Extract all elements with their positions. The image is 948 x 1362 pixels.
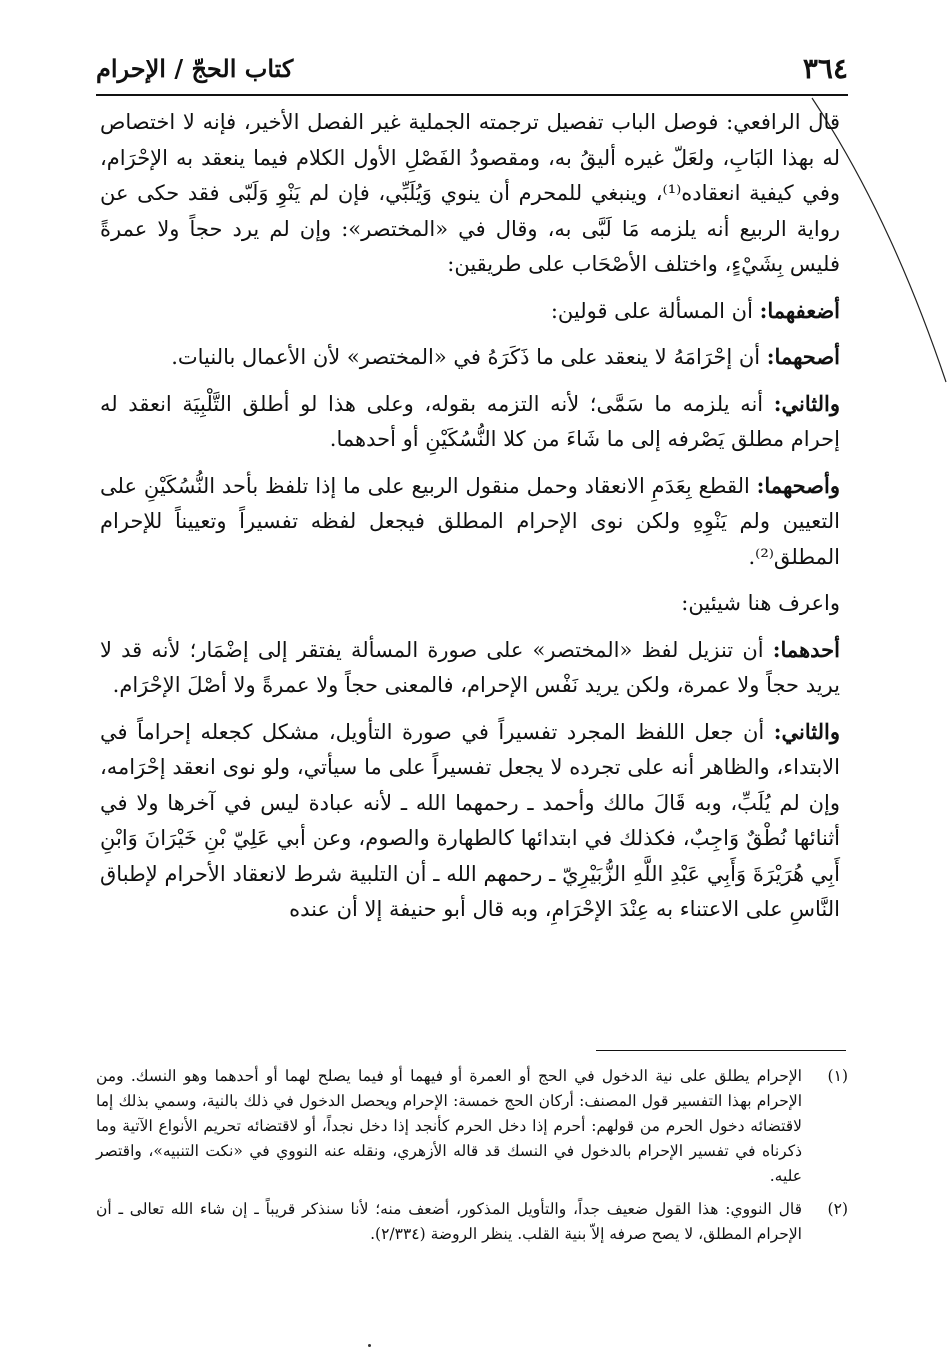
footnote-rule: [596, 1050, 846, 1051]
paragraph: أصحهما: أن إحْرَامَهُ لا ينعقد على ما ذَكَرَهُ في «المختصر» لأن الأعمال بالنيات.: [171, 344, 840, 369]
paragraph: واعرف هنا شيئين:: [681, 591, 840, 615]
scan-dot: [368, 1344, 371, 1347]
paragraph: وأصحهما: القطع بِعَدَمِ الانعقاد وحمل منقول الربيع على ما إذا تلفظ بأحد النُّسُكَيْنِ على التعيين ولم يَنْوِهِ ولكن نوى الإحرام المطلق فيجعل لفظه تفسيراً وتعييناً للإحرام المطلق⁽²⁾.: [100, 472, 840, 569]
paragraph: أحدهما: أن تنزيل لفظ «المختصر» على صورة المسألة يفتقر إلى إضْمَار؛ لأنه قد لا يريد حجاً ولا عمرة، ولكن يريد نَفْس الإحرام، فالمعنى حجاً ولا عمرةً ولا أصْلَ الإحْرَام.: [100, 636, 840, 697]
footnotes: [96, 1064, 848, 1255]
main-text: [100, 104, 840, 938]
footnote-number: (٢): [827, 1200, 848, 1218]
footnote: [96, 1064, 848, 1189]
page-number: ٣٦٤: [802, 52, 848, 85]
paragraph: أضعفهما: أن المسألة على قولين:: [550, 297, 840, 323]
footnote: [96, 1197, 848, 1247]
page-header: [96, 50, 848, 90]
paragraph: والثاني: أنه يلزمه ما سَمَّى؛ لأنه التزمه بقوله، وعلى هذا لو أطلق التَّلْبِيَة انعقد له إحرام مطلق يَصْرفه إلى ما شَاءَ من كلا النُّسُكَيْنِ أو أحدهما.: [100, 390, 840, 451]
footnote-number: (١): [827, 1067, 848, 1085]
running-title: كتاب الحجّ / الإحرام: [96, 54, 294, 83]
footnote-text: قال النووي: هذا القول ضعيف جداً، والتأويل المذكور، أضعف منه؛ لأنا سنذكر قريباً ـ إن شاء الله تعالى ـ أن الإحرام المطلق، لا يصح صرفه إلاّ بنية القلب. ينظر الروضة (٢/٣٣٤).: [96, 1200, 802, 1243]
paragraph: قال الرافعي: فوصل الباب تفصيل ترجمته الجملية غير الفصل الأخير، فإنه لا اختصاص له بهذا البَابِ، ولعَلّ غيره أليقُ به، ومقصودُ الفَصْلِ الأول الكلام فيما ينعقد به الإحْرَام، وفي كيفية انعقاده⁽¹⁾، وينبغي للمحرم أن ينوي وَيُلَبِّي، فإن لم يَنْوِ وَلَبّى فقد حكى عن رواية الربيع أنه يلزمه مَا لَبَّى به، وقال في «المختصر»: وإن لم يرد حجاً ولا عمرةً فليس بِشَيْءٍ، واختلف الأصْحَاب على طريقين:: [100, 110, 840, 276]
header-rule: [96, 94, 848, 96]
footnote-text: الإحرام يطلق على نية الدخول في الحج أو العمرة أو فيهما أو فيما يصلح لهما أو أحدهما وهو النسك. ومن الإحرام بهذا التفسير قول المصنف: أركان الحج خمسة: الإحرام ويحصل الدخول في ذلك بالنية، وسمي بذلك إما لاقتضائه دخول الحرم من قولهم: أحرم إذا دخل الحرم كأنجد إذا دخل نجداً، أو لاقتضائه تحريم الأنواع الآتية وما ذكرناه في تفسير الإحرام بالدخول في النسك قد قاله الأزهري، ونقله عنه النووي في «نكت التنبيه»، واقتصر عليه.: [96, 1067, 802, 1185]
paragraph: والثاني: أن جعل اللفظ المجرد تفسيراً في صورة التأويل، مشكل كجعله إحراماً في الابتداء، والظاهر أنه على تجرده لا يجعل تفسيراً على ما سيأتي، ولو نوى انعقد إحْرَامه، وإن لم يُلَبِّ، وبه قَالَ مالك وأحمد ـ رحمهما الله ـ لأنه عبادة ليس في آخرها ولا في أثنائها نُطْقٌ وَاجِبٌ، فكذلك في ابتدائها كالطهارة والصوم، وعن أبي عَلِيّ بْنِ خَيْرَانَ وَابْنِ أَبِي هُرَيْرَةَ وَأَبِي عَبْدِ اللَّهِ الزُّبَيْرِيّ ـ رحمهم الله ـ أن التلبية شرط لانعقاد الأحرام لإطباق النَّاسِ على الاعتناء به عِنْدَ الإحْرَامِ، وبه قال أبو حنيفة إلا أن عنده: [100, 718, 840, 921]
